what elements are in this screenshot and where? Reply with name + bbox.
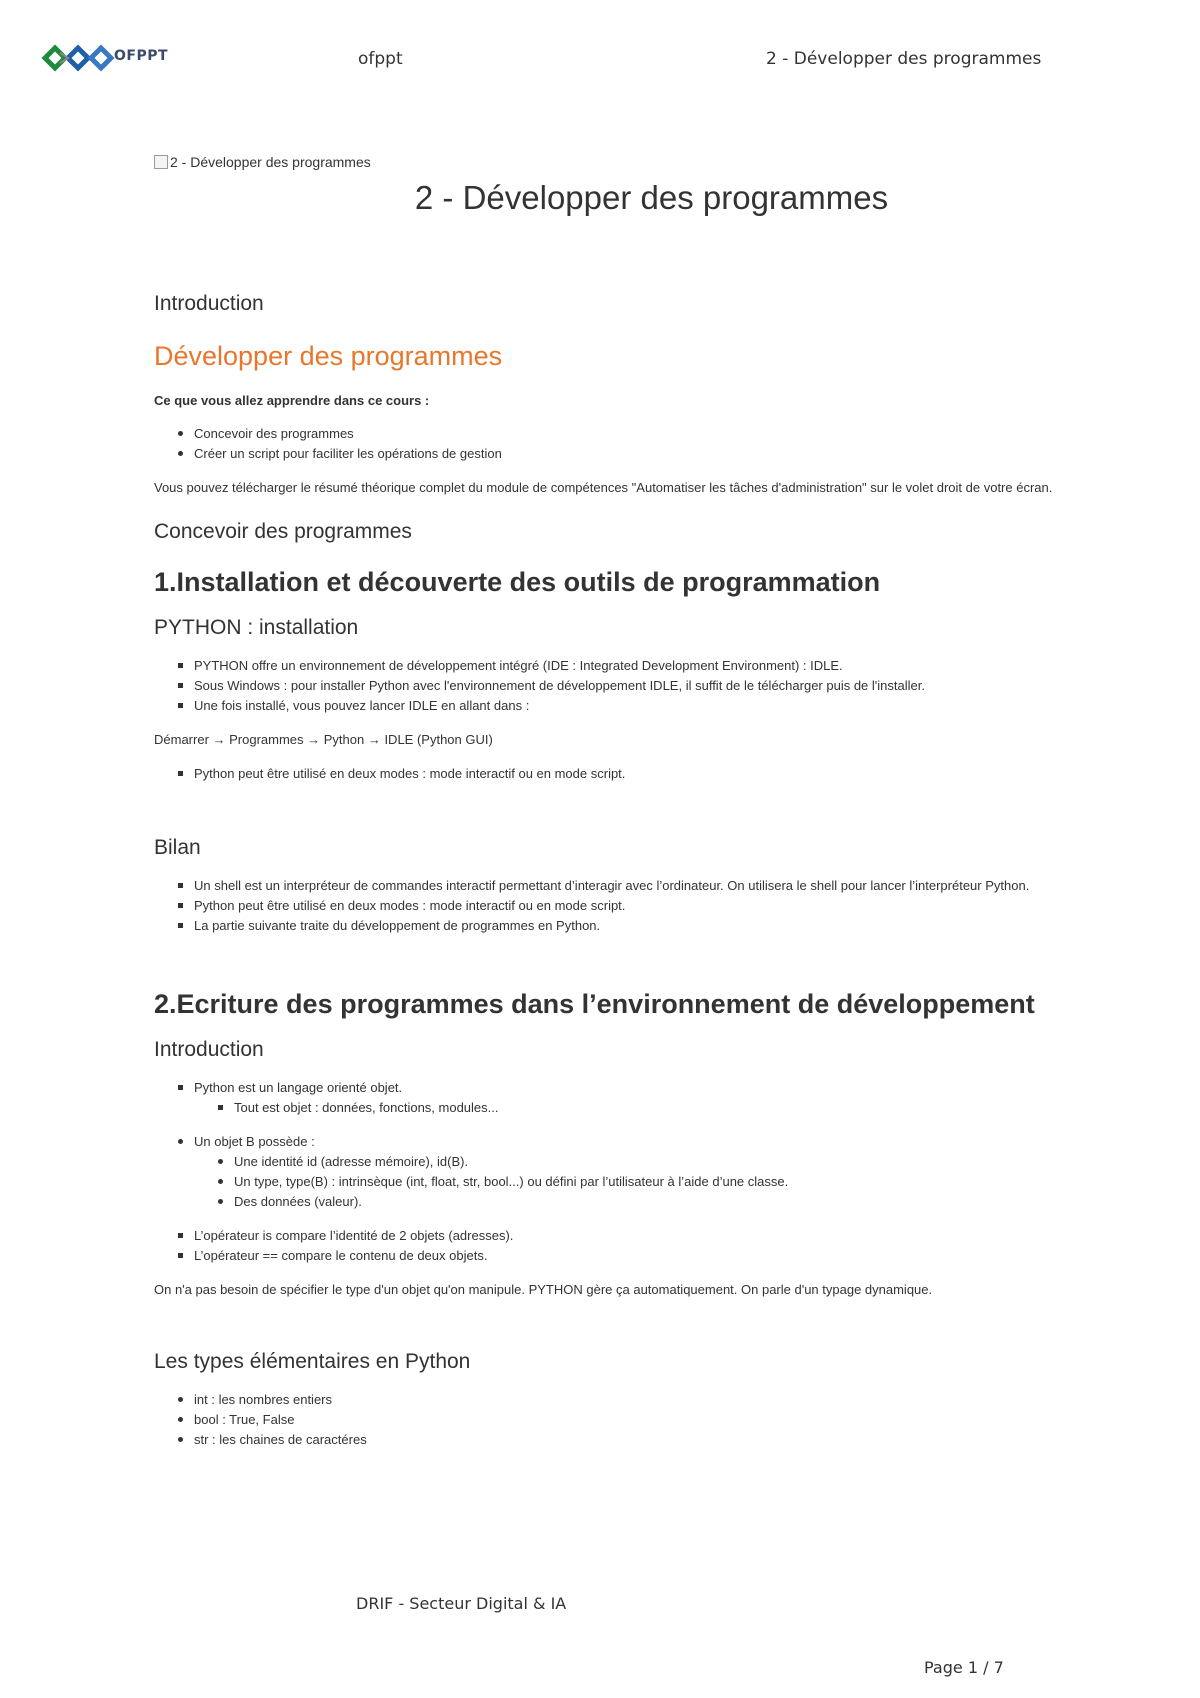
- list-item: bool : True, False: [154, 1410, 1059, 1430]
- learn-list: [154, 424, 1059, 464]
- bilan-list: [154, 876, 1059, 936]
- modes-list: [154, 764, 1059, 784]
- list-item: L’opérateur == compare le contenu de deux objets.: [154, 1246, 1059, 1266]
- list-item: Une fois installé, vous pouvez lancer IDLE en allant dans :: [154, 696, 1059, 716]
- list-item: Un shell est un interpréteur de commandes interactif permettant d’interagir avec l’ordinateur. On utilisera le shell pour lancer l’interpréteur Python.: [154, 876, 1059, 896]
- concevoir-heading: Concevoir des programmes: [154, 520, 412, 543]
- object-list: [154, 1078, 1059, 1098]
- document-title: 2 - Développer des programmes: [414, 179, 889, 216]
- list-item: Python peut être utilisé en deux modes : mode interactif ou en mode script.: [154, 896, 1059, 916]
- list-item: L’opérateur is compare l’identité de 2 objets (adresses).: [154, 1226, 1059, 1246]
- object-sublist: [154, 1098, 1059, 1118]
- section-heading-orange: Développer des programmes: [154, 341, 503, 371]
- list-item: str : les chaines de caractéres: [154, 1430, 1059, 1450]
- list-item: Python peut être utilisé en deux modes : mode interactif ou en mode script.: [154, 764, 1059, 784]
- list-item: int : les nombres entiers: [154, 1390, 1059, 1410]
- header-doc-title: 2 - Développer des programmes: [766, 49, 1042, 69]
- typing-paragraph: On n'a pas besoin de spécifier le type d'un objet qu'on manipule. PYTHON gère ça automatiquement. On parle d'un typage dynamique.: [154, 1282, 933, 1297]
- list-item: Tout est objet : données, fonctions, modules...: [154, 1098, 1059, 1118]
- operator-list: [154, 1226, 1059, 1266]
- install-list: [154, 656, 1059, 716]
- list-item: Un type, type(B) : intrinsèque (int, float, str, bool...) ou défini par l’utilisateur à l’aide d’une classe.: [154, 1172, 1059, 1192]
- broken-image: [154, 152, 1059, 172]
- footer-center: DRIF - Secteur Digital & IA: [356, 1594, 567, 1613]
- intro-heading: Introduction: [154, 292, 264, 315]
- page-header: [0, 40, 1200, 80]
- list-item: Créer un script pour faciliter les opérations de gestion: [154, 444, 1059, 464]
- idle-path: Démarrer → Programmes → Python → IDLE (Python GUI): [154, 732, 493, 747]
- image-alt-text: 2 - Développer des programmes: [170, 154, 371, 170]
- list-item: Un objet B possède :: [154, 1132, 1059, 1152]
- list-item: Concevoir des programmes: [154, 424, 1059, 444]
- section1-title: 1.Installation et découverte des outils de programmation: [154, 567, 881, 597]
- types-list: [154, 1390, 1059, 1450]
- python-install-heading: PYTHON : installation: [154, 616, 359, 639]
- download-paragraph: Vous pouvez télécharger le résumé théorique complet du module de compétences "Automatiser les tâches d'administration" sur le volet droit de votre écran.: [154, 480, 1053, 495]
- section2-title: 2.Ecriture des programmes dans l’environnement de développement: [154, 989, 1035, 1019]
- list-item: Des données (valeur).: [154, 1192, 1059, 1212]
- list-item: Sous Windows : pour installer Python avec l'environnement de développement IDLE, il suffit de le télécharger puis de l'installer.: [154, 676, 1059, 696]
- page-number: Page 1 / 7: [924, 1658, 1004, 1677]
- list-item: Une identité id (adresse mémoire), id(B).: [154, 1152, 1059, 1172]
- document-content: [154, 152, 1059, 1450]
- object-b-sublist: [154, 1152, 1059, 1212]
- learn-label: Ce que vous allez apprendre dans ce cours :: [154, 393, 430, 408]
- bilan-heading: Bilan: [154, 836, 201, 859]
- list-item: Python est un langage orienté objet.: [154, 1078, 1059, 1098]
- object-b-list: [154, 1132, 1059, 1152]
- list-item: PYTHON offre un environnement de développement intégré (IDE : Integrated Development Environment) : IDLE.: [154, 656, 1059, 676]
- types-heading: Les types élémentaires en Python: [154, 1350, 471, 1373]
- section2-intro-heading: Introduction: [154, 1038, 264, 1061]
- logo-text: OFPPT: [114, 48, 169, 64]
- list-item: La partie suivante traite du développement de programmes en Python.: [154, 916, 1059, 936]
- broken-image-icon: [154, 155, 168, 169]
- header-site-name: ofppt: [358, 49, 403, 69]
